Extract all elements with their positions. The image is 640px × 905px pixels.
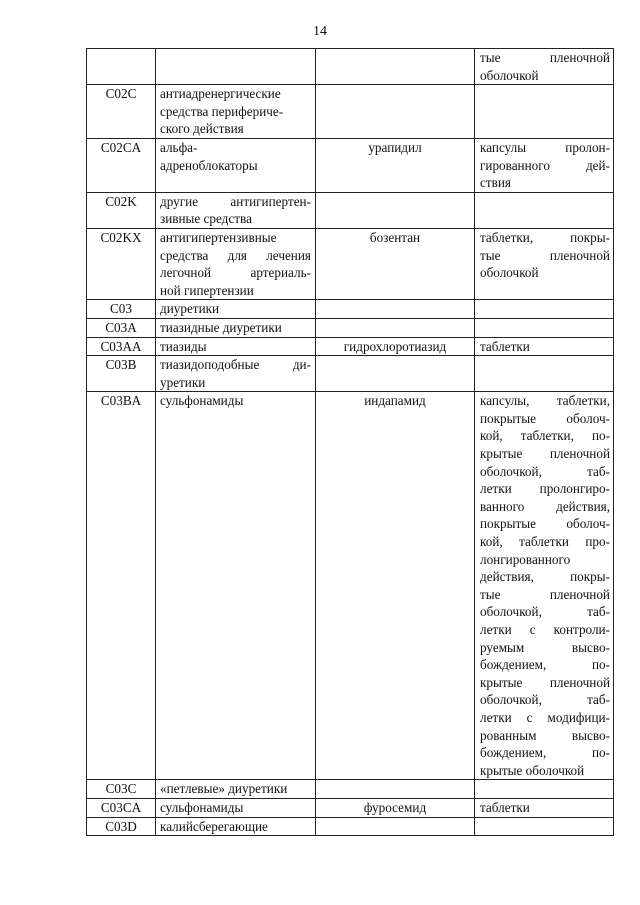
cell-line: зивные средства [160, 211, 252, 227]
pharmacological-group-cell [156, 356, 316, 392]
cell-line: сульфонамиды [160, 799, 244, 815]
table-row [87, 356, 614, 392]
cell-line: тые пленочной [480, 247, 610, 263]
cell-line: покрытые оболоч- [480, 410, 610, 426]
pharmacological-group-cell [156, 85, 316, 139]
cell-line: бождением, по- [480, 657, 610, 673]
cell-line: ванного действия, [480, 498, 610, 514]
cell-line: летки с контроли- [480, 622, 610, 637]
table-row [87, 798, 614, 817]
table-row [87, 138, 614, 192]
table-row [87, 192, 614, 228]
atc-code-cell: C03A [87, 318, 156, 337]
drug-name-cell [316, 85, 475, 139]
cell-line: антиадренергические [160, 86, 281, 102]
dosage-form-cell [475, 85, 614, 139]
cell-line: ского действия [160, 121, 244, 137]
cell-line: сульфонамиды [160, 393, 244, 409]
atc-code-cell: C03B [87, 356, 156, 392]
dosage-form-cell [475, 49, 614, 85]
drug-name-cell: гидрохлоротиазид [316, 337, 475, 356]
cell-line: таблетки, покры- [480, 229, 610, 245]
pharmacological-group-cell [156, 138, 316, 192]
drug-name-cell [316, 817, 475, 836]
page-number: 14 [313, 24, 327, 39]
cell-line: тые пленочной [480, 586, 610, 602]
drug-name-cell: бозентан [316, 228, 475, 299]
drug-name-cell: фуросемид [316, 798, 475, 817]
dosage-form-cell [475, 817, 614, 836]
cell-line: адреноблокаторы [160, 157, 258, 173]
table-row [87, 318, 614, 337]
cell-line: диуретики [160, 301, 220, 317]
cell-line: руемым высво- [480, 639, 610, 655]
cell-line: крытые пленочной [480, 446, 610, 462]
pharmacological-group-cell [156, 798, 316, 817]
pharmacological-group-cell [156, 817, 316, 836]
cell-line: оболочкой [480, 67, 539, 83]
cell-line: гированного дей- [480, 157, 610, 173]
cell-line: летки с модифици- [480, 709, 610, 725]
atc-code-cell: C02K [87, 192, 156, 228]
dosage-form-cell [475, 356, 614, 392]
dosage-form-cell [475, 318, 614, 337]
pharmacological-group-cell [156, 192, 316, 228]
cell-line: тые пленочной [480, 50, 610, 65]
cell-line: другие антигипертен- [160, 193, 311, 209]
drug-name-cell [316, 318, 475, 337]
cell-line: действия, покры- [480, 569, 610, 585]
drug-name-cell [316, 300, 475, 319]
table-row [87, 300, 614, 319]
cell-line: альфа- [160, 139, 198, 155]
dosage-form-cell [475, 228, 614, 299]
cell-line: крытые оболочкой [480, 762, 585, 778]
atc-code-cell: C02C [87, 85, 156, 139]
cell-line: тиазидоподобные ди- [160, 357, 311, 373]
drug-name-cell: урапидил [316, 138, 475, 192]
pharmacological-group-cell [156, 780, 316, 799]
cell-line: оболочкой, таб- [480, 604, 610, 620]
dosage-form-cell [475, 392, 614, 780]
pharmacological-group-cell [156, 228, 316, 299]
atc-code-cell: C03BA [87, 392, 156, 780]
cell-line: средства для лечения [160, 247, 311, 263]
cell-line: капсулы пролон- [480, 139, 610, 155]
atc-code-cell: C03AA [87, 337, 156, 356]
cell-line: тиазидные диуретики [160, 319, 282, 335]
dosage-form-cell [475, 192, 614, 228]
cell-line: летки пролонгиро- [480, 481, 610, 497]
atc-code-cell: C03 [87, 300, 156, 319]
drug-name-cell [316, 780, 475, 799]
cell-line: крытые пленочной [480, 674, 610, 690]
cell-line: бождением, по- [480, 745, 610, 761]
drug-name-cell [316, 356, 475, 392]
cell-line: калийсберегающие [160, 818, 268, 834]
cell-line: оболочкой, таб- [480, 692, 610, 708]
cell-line: средства перифериче- [160, 103, 284, 119]
dosage-form-cell [475, 337, 614, 356]
cell-line: оболочкой, таб- [480, 463, 610, 479]
pharmacological-group-cell [156, 337, 316, 356]
atc-code-cell [87, 49, 156, 85]
dosage-form-cell [475, 798, 614, 817]
pharmacological-group-cell [156, 392, 316, 780]
pharmacological-group-cell [156, 300, 316, 319]
table-row [87, 392, 614, 780]
atc-code-cell: C03C [87, 780, 156, 799]
table-row [87, 85, 614, 139]
pharmacological-group-cell [156, 318, 316, 337]
cell-line: капсулы, таблетки, [480, 393, 610, 409]
cell-line: ствия [480, 175, 511, 191]
cell-line: тиазиды [160, 338, 207, 354]
cell-line: «петлевые» диуретики [160, 781, 288, 797]
drug-name-cell: индапамид [316, 392, 475, 780]
atc-code-cell: C02CA [87, 138, 156, 192]
drug-name-cell [316, 192, 475, 228]
dosage-form-cell [475, 300, 614, 319]
atc-code-cell: C03D [87, 817, 156, 836]
cell-line: таблетки [480, 799, 530, 815]
dosage-form-cell [475, 138, 614, 192]
table-row [87, 817, 614, 836]
cell-line: ной гипертензии [160, 282, 254, 298]
table-row [87, 780, 614, 799]
drug-name-cell [316, 49, 475, 85]
table-row [87, 228, 614, 299]
cell-line: лонгированного [480, 551, 571, 567]
drug-classification-table [86, 48, 614, 836]
cell-line: кой, таблетки, по- [480, 428, 610, 444]
cell-line: антигипертензивные [160, 229, 277, 245]
cell-line: таблетки [480, 338, 530, 354]
atc-code-cell: C03CA [87, 798, 156, 817]
cell-line: кой, таблетки про- [480, 534, 610, 550]
table-row [87, 49, 614, 85]
cell-line: оболочкой [480, 265, 539, 281]
cell-line: рованным высво- [480, 727, 610, 743]
atc-code-cell: C02KX [87, 228, 156, 299]
cell-line: уретики [160, 374, 206, 390]
pharmacological-group-cell [156, 49, 316, 85]
cell-line: легочной артериаль- [160, 265, 311, 281]
table-row [87, 337, 614, 356]
cell-line: покрытые оболоч- [480, 516, 610, 532]
dosage-form-cell [475, 780, 614, 799]
